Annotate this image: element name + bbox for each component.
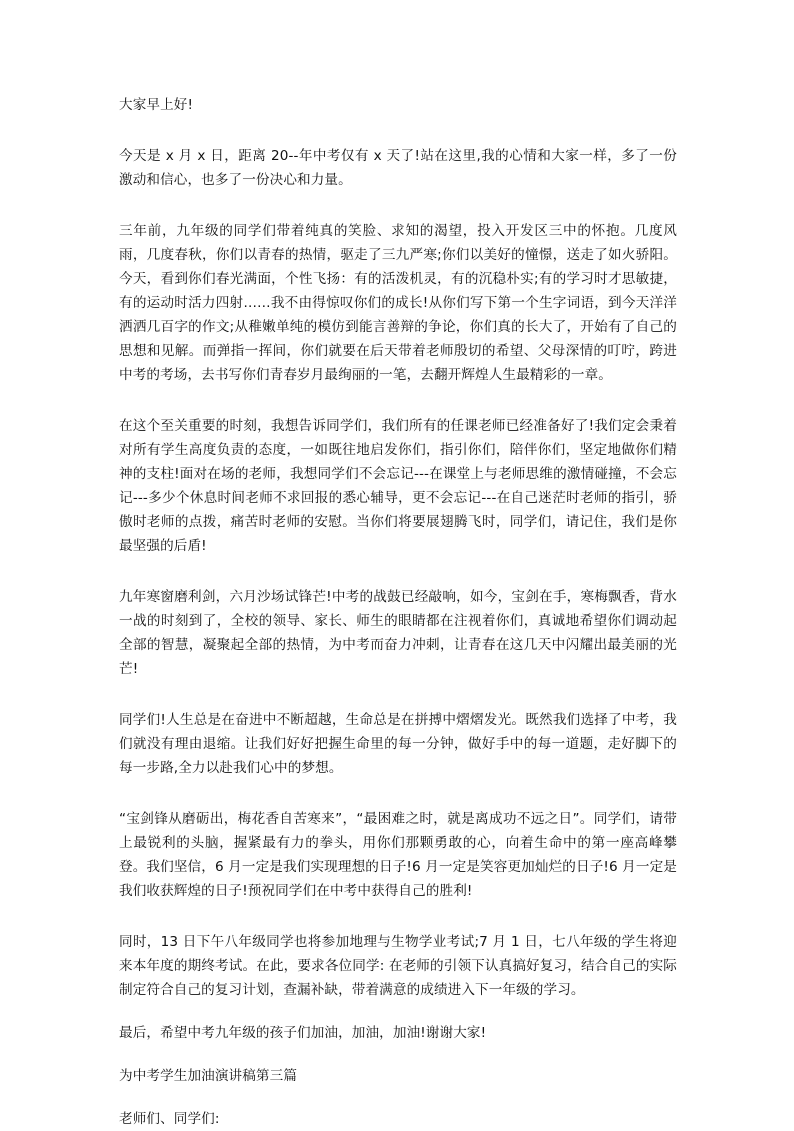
quote-paragraph: “宝剑锋从磨砺出，梅花香自苦寒来”，“最困难之时，就是离成功不远之日”。同学们，请带上最锐利的头脑，握紧最有力的拳头，用你们那颗勇敢的心，向着生命中的第一座高峰攀登。我们坚信，6 月一定是我们实现理想的日子!6 月一定是笑容更加灿烂的日子!6 月一定是我们收获辉煌的日子!预祝同学们在中考中获得自己的胜利! — [119, 811, 677, 899]
classmates-paragraph: 同学们!人生总是在奋进中不断超越，生命总是在拼搏中熠熠发光。既然我们选择了中考，我们就没有理由退缩。让我们好好把握生命里的每一分钟，做好手中的每一道题，走好脚下的每一步路,全力以赴我们心中的梦想。 — [119, 712, 677, 776]
date-paragraph: 今天是 x 月 x 日，距离 20--年中考仅有 x 天了!站在这里,我的心情和大家一样，多了一份激动和信心，也多了一份决心和力量。 — [119, 148, 677, 188]
exam-schedule-paragraph: 同时，13 日下午八年级同学也将参加地理与生物学业考试;7 月 1 日，七八年级的学生将迎来本年度的期终考试。在此，要求各位同学: 在老师的引领下认真搞好复习，结合自己的实际制定符合自己的复习计划，查漏补缺，带着满意的成绩进入下一年级的学习。 — [119, 934, 677, 998]
sword-paragraph: 九年寒窗磨利剑，六月沙场试锋芒!中考的战鼓已经敲响，如今，宝剑在手，寒梅飘香，背水一战的时刻到了，全校的领导、家长、师生的眼睛都在注视着你们，真诚地希望你们调动起全部的智慧，凝聚起全部的热情，为中考而奋力冲刺，让青春在这几天中闪耀出最美丽的光芒! — [119, 589, 677, 677]
closing-paragraph: 最后，希望中考九年级的孩子们加油，加油，加油!谢谢大家! — [119, 1025, 487, 1041]
salutation-paragraph: 老师们、同学们: — [119, 1111, 220, 1127]
document-page — [119, 93, 677, 1131]
three-years-paragraph: 三年前，九年级的同学们带着纯真的笑脸、求知的渴望，投入开发区三中的怀抱。几度风雨，几度春秋，你们以青春的热情，驱走了三九严寒;你们以美好的憧憬，送走了如火骄阳。今天，看到你们春光满面，个性飞扬：有的活泼机灵，有的沉稳朴实;有的学习时才思敏捷，有的运动时活力四射……我不由得惊叹你们的成长!从你们写下第一个生字词语，到今天洋洋洒洒几百字的作文;从稚嫩单纯的模仿到能言善辩的争论，你们真的长大了，开始有了自己的思想和见解。而弹指一挥间，你们就要在后天带着老师殷切的希望、父母深情的叮咛，跨进中考的考场，去书写你们青春岁月最绚丽的一笔，去翻开辉煌人生最精彩的一章。 — [119, 223, 677, 383]
teachers-paragraph: 在这个至关重要的时刻，我想告诉同学们，我们所有的任课老师已经准备好了!我们定会秉着对所有学生高度负责的态度，一如既往地启发你们，指引你们，陪伴你们，坚定地做你们精神的支柱!面对在场的老师，我想同学们不会忘记---在课堂上与老师思维的激情碰撞，不会忘记---多少个休息时间老师不求回报的悉心辅导，更不会忘记---在自己迷茫时老师的指引，骄傲时老师的点拨，痛苦时老师的安慰。当你们将要展翅腾飞时，同学们，请记住，我们是你最坚强的后盾! — [119, 418, 677, 554]
greeting-paragraph: 大家早上好! — [119, 97, 194, 113]
section-title: 为中考学生加油演讲稿第三篇 — [119, 1068, 298, 1084]
